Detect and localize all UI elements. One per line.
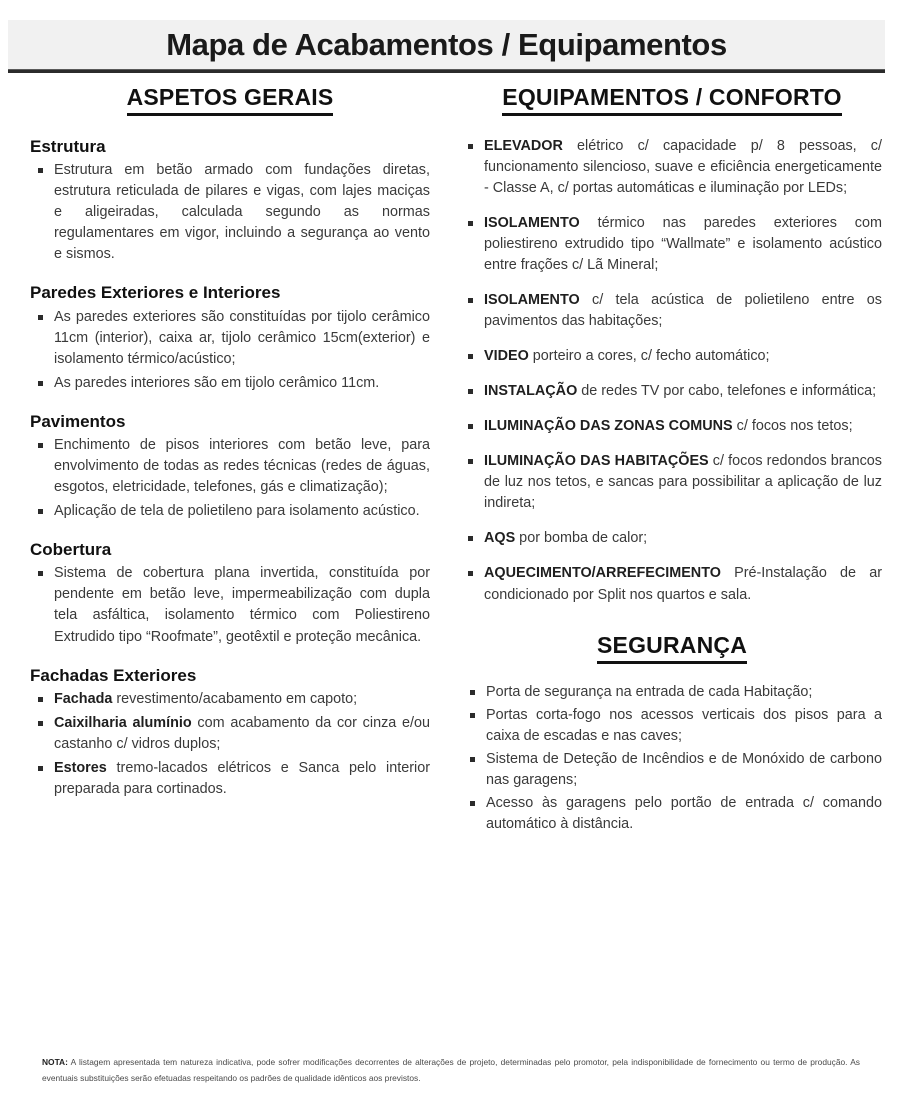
list-item <box>30 563 430 647</box>
list-item <box>30 713 430 755</box>
list-item <box>462 451 882 514</box>
left-column-title-text: ASPETOS GERAIS <box>127 84 334 116</box>
list-item-lead: ILUMINAÇÃO DAS HABITAÇÕES <box>484 453 709 470</box>
list-item <box>462 705 882 747</box>
list-item-lead: Fachada <box>54 690 113 707</box>
list-item-text: c/ focos nos tetos; <box>732 418 853 435</box>
list-item-lead: ISOLAMENTO <box>484 292 580 309</box>
footer-note-text: A listagem apresentada tem natureza indicativa, pode sofrer modificações decorrentes de alterações de projeto, determinadas pelo promotor, pela indisponibilidade de fornecimento ou termo de produção. As eventuais substituições serão efetuadas respeitando os padrões de qualidade idênticos aos previstos. <box>42 1057 860 1083</box>
list-item-text: por bomba de calor; <box>515 530 648 547</box>
content-section <box>30 665 430 800</box>
right-column-title-text: EQUIPAMENTOS / CONFORTO <box>502 84 841 116</box>
list-item <box>462 416 882 437</box>
list-item-text: tremo-lacados elétricos e Sanca pelo interior preparada para cortinados. <box>54 759 430 797</box>
list-item-text: elétrico c/ capacidade p/ 8 pessoas, c/ funcionamento silencioso, suave e eficiência energeticamente - Classe A, c/ portas automáticas e iluminação por LEDs; <box>484 138 882 197</box>
section-heading: Fachadas Exteriores <box>30 665 197 685</box>
list-item <box>462 290 882 332</box>
list-item-text: Sistema de Deteção de Incêndios e de Monóxido de carbono nas garagens; <box>486 750 882 788</box>
content-section <box>30 539 430 647</box>
right-column-title <box>462 84 882 118</box>
list-item <box>30 689 430 710</box>
list-item-text: de redes TV por cabo, telefones e informática; <box>577 383 877 400</box>
list-item <box>462 528 882 549</box>
section-heading: Estrutura <box>30 137 106 156</box>
left-column-sections <box>30 136 430 800</box>
list-item-text: Estrutura em betão armado com fundações diretas, estrutura reticulada de pilares e vigas, com lajes maciças e aligeiradas, calculada segundo as normas regulamentares em vigor, incluindo a segurança ao vento e sismos. <box>54 162 430 263</box>
list-item-lead: Caixilharia alumínio <box>54 714 192 731</box>
list-item-lead: ELEVADOR <box>484 138 563 154</box>
list-item-lead: Estores <box>54 759 107 776</box>
list-item-lead: INSTALAÇÃO <box>484 383 578 400</box>
list-item-lead: VIDEO <box>484 348 529 365</box>
list-item <box>462 381 882 402</box>
list-item-text: com acabamento da cor cinza e/ou castanho c/ vidros duplos; <box>54 714 431 752</box>
document-body <box>0 84 900 837</box>
list-item-text: térmico nas paredes exteriores com poliestireno extrudido tipo “Wallmate” e isolamento acústico entre frações c/ Lã Mineral; <box>484 215 882 274</box>
list-item-lead: AQS <box>484 530 516 547</box>
list-item-text: Porta de segurança na entrada de cada Habitação; <box>486 683 813 700</box>
content-section <box>30 411 430 522</box>
equipment-list <box>462 136 882 606</box>
list-item <box>462 793 882 835</box>
list-item <box>30 160 430 265</box>
list-item <box>30 758 430 800</box>
section-bullet-list <box>30 160 430 265</box>
list-item <box>462 749 882 791</box>
list-item <box>30 435 430 498</box>
footer-note <box>42 1055 860 1086</box>
left-column <box>0 84 452 800</box>
list-item-lead: ILUMINAÇÃO DAS ZONAS COMUNS <box>484 418 733 435</box>
section-bullet-list <box>30 307 430 394</box>
list-item-lead: ISOLAMENTO <box>484 215 580 232</box>
footer-note-label: NOTA: <box>42 1057 68 1067</box>
section-bullet-list <box>30 689 430 800</box>
left-column-title <box>30 84 430 118</box>
page-title: Mapa de Acabamentos / Equipamentos <box>166 26 727 62</box>
header-divider-rule <box>8 69 885 73</box>
list-item-text: As paredes interiores são em tijolo cerâmico 11cm. <box>54 374 380 391</box>
document-header-band <box>8 20 885 69</box>
list-item <box>462 213 882 276</box>
list-item-text: Pré-Instalação de ar condicionado por Split nos quartos e sala. <box>484 565 882 603</box>
list-item-text: Aplicação de tela de polietileno para isolamento acústico. <box>54 503 420 520</box>
security-list <box>462 682 882 835</box>
section-heading: Cobertura <box>30 540 112 560</box>
list-item-text: Portas corta-fogo nos acessos verticais dos pisos para a caixa de escadas e nas caves; <box>486 706 882 744</box>
list-item-text: porteiro a cores, c/ fecho automático; <box>528 348 770 365</box>
section-heading: Pavimentos <box>30 411 126 431</box>
section-bullet-list <box>30 435 430 522</box>
list-item-text: c/ focos redondos brancos de luz nos tetos, e sancas para possibilitar a aplicação de luz indireta; <box>484 453 882 512</box>
list-item-text: Sistema de cobertura plana invertida, constituída por pendente em betão leve, impermeabilização com dupla tela asfáltica, isolamento térmico com Poliestireno Extrudido tipo “Roofmate”, geotêxtil e proteção mecânica. <box>54 565 430 645</box>
list-item <box>30 307 430 370</box>
list-item <box>30 373 430 394</box>
list-item <box>462 563 882 605</box>
list-item <box>30 501 430 522</box>
list-item-text: Acesso às garagens pelo portão de entrada c/ comando automático à distância. <box>486 794 882 832</box>
security-section-title-text: SEGURANÇA <box>597 632 747 664</box>
list-item <box>462 682 882 703</box>
list-item <box>462 136 882 199</box>
right-column <box>452 84 900 837</box>
section-heading: Paredes Exteriores e Interiores <box>30 283 281 303</box>
security-section-title <box>462 632 882 666</box>
content-section <box>30 282 430 393</box>
content-section <box>30 136 430 265</box>
list-item <box>462 346 882 367</box>
list-item-text: c/ tela acústica de polietileno entre os pavimentos das habitações; <box>484 292 882 330</box>
list-item-text: Enchimento de pisos interiores com betão leve, para envolvimento de todas as redes técnicas (redes de águas, esgotos, eletricidade, telefones, gás e climatização); <box>54 437 430 496</box>
section-bullet-list <box>30 563 430 647</box>
list-item-text: revestimento/acabamento em capoto; <box>112 690 358 707</box>
list-item-text: As paredes exteriores são constituídas por tijolo cerâmico 11cm (interior), caixa ar, tijolo cerâmico 15cm(exterior) e isolamento térmico/acústico; <box>54 308 430 367</box>
list-item-lead: AQUECIMENTO/ARREFECIMENTO <box>484 565 721 582</box>
